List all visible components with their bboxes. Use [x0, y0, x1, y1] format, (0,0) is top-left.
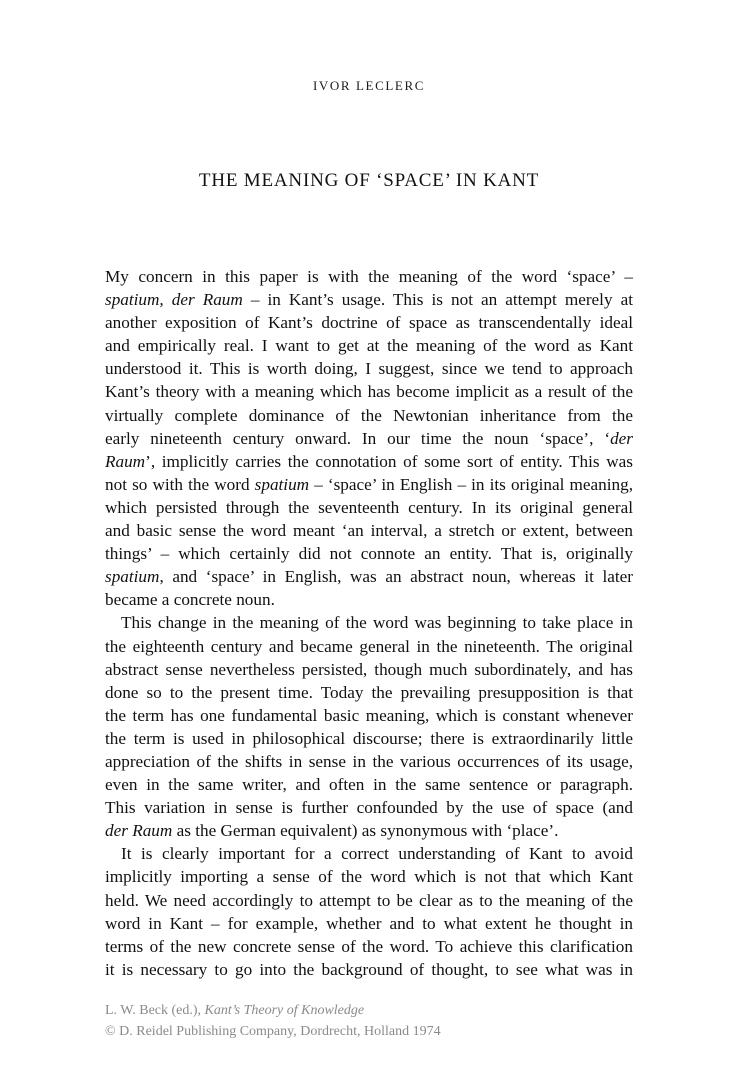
text-line: It is clearly important for a correct understanding of Kant to avoid — [121, 844, 633, 864]
text-line: der Raum as the German equivalent) as synonymous with ‘place’. — [105, 821, 559, 841]
text-line: it is necessary to go into the background of thought, to see what was in — [105, 959, 633, 979]
text-line: spatium, der Raum – in Kant’s usage. This is not an attempt merely at — [105, 290, 633, 310]
text-line: Kant’s theory with a meaning which has become implicit as a result of the — [105, 382, 633, 402]
text-line: done so to the present time. Today the prevailing presupposition is that — [105, 682, 633, 702]
text-line: and basic sense the word meant ‘an interval, a stretch or extent, between — [105, 521, 633, 541]
citation-line: L. W. Beck (ed.), Kant’s Theory of Knowledge — [105, 1003, 365, 1018]
text-line: another exposition of Kant’s doctrine of space as transcendentally ideal — [105, 313, 633, 333]
text-line: This change in the meaning of the word was beginning to take place in — [121, 613, 633, 633]
text-line: which persisted through the seventeenth century. In its original general — [105, 497, 633, 517]
text-line: even in the same writer, and often in the same sentence or paragraph. — [105, 775, 633, 795]
text-line: and empirically real. I want to get at the meaning of the word as Kant — [105, 336, 633, 356]
text-line: early nineteenth century onward. In our time the noun ‘space’, ‘der — [105, 428, 633, 448]
text-line: appreciation of the shifts in sense in the various occurrences of its usage, — [105, 751, 633, 771]
text-line: held. We need accordingly to attempt to be clear as to the meaning of the — [105, 890, 633, 910]
text-line: the term has one fundamental basic meaning, which is constant whenever — [105, 705, 633, 725]
text-line: the term is used in philosophical discourse; there is extraordinarily little — [105, 728, 633, 748]
text-line: spatium, and ‘space’ in English, was an abstract noun, whereas it later — [105, 567, 633, 587]
text-line: word in Kant – for example, whether and to what extent he thought in — [105, 913, 633, 933]
paragraph — [105, 265, 633, 611]
paragraph — [105, 611, 633, 842]
text-line: virtually complete dominance of the Newtonian inheritance from the — [105, 405, 633, 425]
text-line: implicitly importing a sense of the word which is not that which Kant — [105, 867, 633, 887]
author-name: IVOR LECLERC — [312, 78, 425, 93]
text-line: understood it. This is worth doing, I suggest, since we tend to approach — [105, 359, 633, 379]
source-footer — [105, 1000, 665, 1042]
paper-title: THE MEANING OF ‘SPACE’ IN KANT — [198, 170, 540, 191]
body-text — [105, 265, 633, 981]
text-line: terms of the new concrete sense of the word. To achieve this clarification — [105, 936, 633, 956]
text-line: This variation in sense is further confounded by the use of space (and — [105, 798, 633, 818]
copyright-line: © D. Reidel Publishing Company, Dordrecht, Holland 1974 — [105, 1024, 441, 1039]
text-line: My concern in this paper is with the meaning of the word ‘space’ – — [105, 267, 633, 286]
text-line: Raum’, implicitly carries the connotation of some sort of entity. This was — [105, 451, 633, 471]
paragraph — [105, 842, 633, 981]
text-line: not so with the word spatium – ‘space’ in English – in its original meaning, — [105, 474, 633, 494]
text-line: things’ – which certainly did not connote an entity. That is, originally — [105, 544, 633, 564]
text-line: the eighteenth century and became general in the nineteenth. The original — [105, 636, 633, 656]
text-line: abstract sense nevertheless persisted, though much subordinately, and has — [105, 659, 633, 679]
text-line: became a concrete noun. — [105, 590, 275, 610]
